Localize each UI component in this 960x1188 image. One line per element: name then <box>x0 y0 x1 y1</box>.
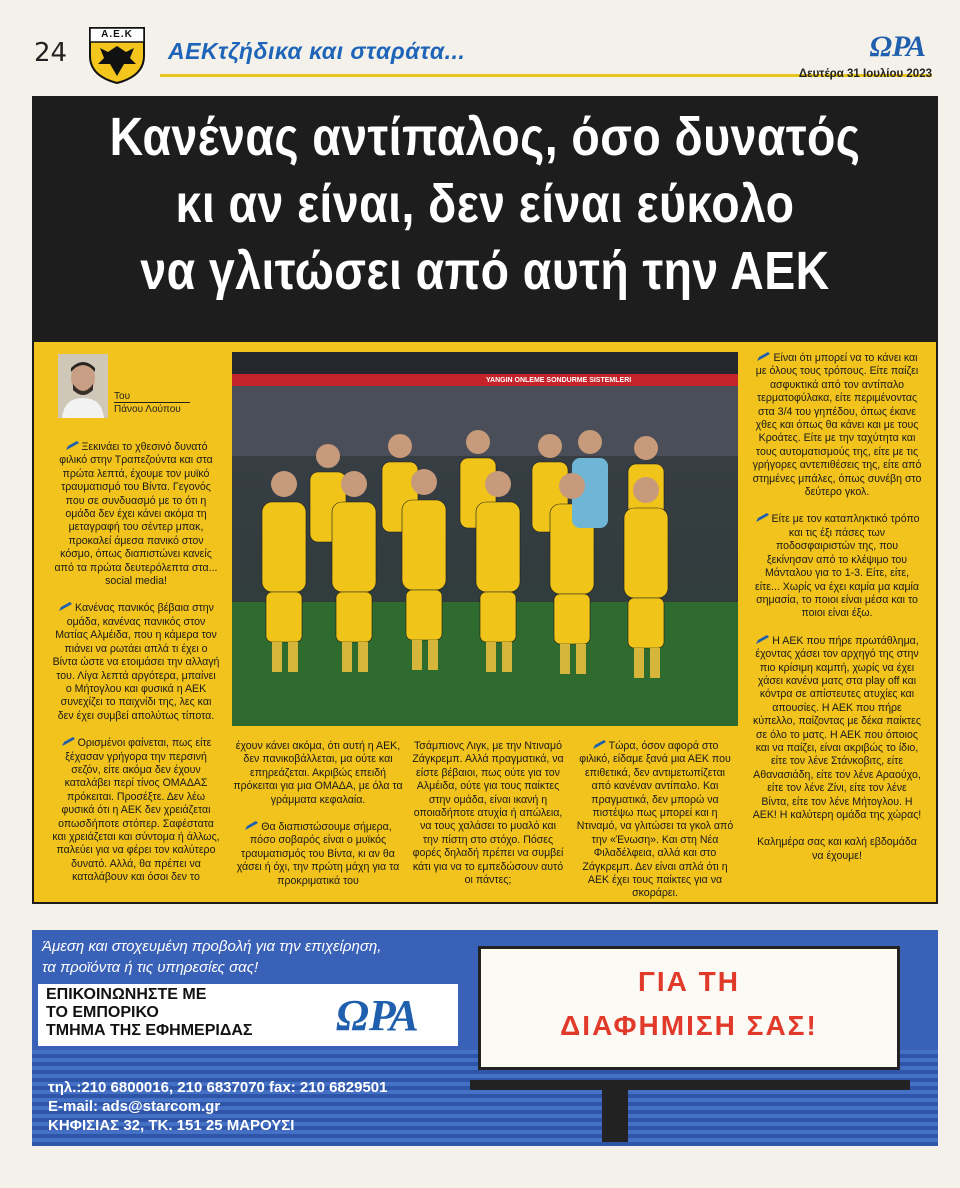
ad-tagline <box>42 936 381 978</box>
ad-tagline-2: τα προϊόντα ή τις υπηρεσίες σας! <box>42 959 259 976</box>
column1-paragraph: Ορισμένοι φαίνεται, πως είτε ξέχασαν γρήγορα την περσινή σεζόν, είτε ακόμα δεν έχουν καταλάβει περί τίνος ΟΜΑΔΑΣ πρόκειται. Προσέξτε. Δεν λέω φυσικά ότι η ΑΕΚ δεν χρειάζεται οπωσδήποτε στόπερ. Σαφέστατα και χρειάζεται και σύντομα ή άλλως, παλεύει για να φέρει τον καλύτερο δυνατό. Αλλά, θα πρέπει να καταλάβουν και όσοι δεν το <box>52 737 220 884</box>
headline-line-2: κι αν είναι, δεν είναι εύκολο <box>175 174 795 234</box>
page-number: 24 <box>34 38 68 68</box>
byline <box>114 391 181 415</box>
ad-address: ΚΗΦΙΣΙΑΣ 32, ΤΚ. 151 25 ΜΑΡΟΥΣΙ <box>48 1117 295 1134</box>
pen-icon <box>592 740 607 750</box>
newspaper-logo: ΩΡΑ <box>869 30 926 63</box>
stadium-banner: YANGIN ÖNLEME SÖNDÜRME SİSTEMLERİ <box>486 377 632 384</box>
ad-email[interactable]: E-mail: ads@starcom.gr <box>48 1098 221 1115</box>
pen-icon <box>755 513 770 523</box>
headline <box>97 104 873 305</box>
pen-icon <box>244 821 259 831</box>
pen-icon <box>61 737 76 747</box>
column1-paragraph: Ξεκινάει το χθεσινό δυνατό φιλικό στην Τραπεζούντα και στα πρώτα λεπτά, έχουμε τον μυϊκό τραυματισμό του Βίντα. Γεγονός που σε συνδυασμό με το ότι η ομάδα δεν έχει κάνει ακόμα τη μεταγραφή του σέντερ μπακ, προκαλεί άμεσα πανικό στον κόσμο, όπως διαπιστώνει κανείς από τα πρώτα δευτερόλεπτα στα... social media! <box>54 441 218 588</box>
billboard-line-2: ΔΙΑΦΗΜΙΣΗ ΣΑΣ! <box>560 1010 818 1041</box>
team-photo <box>232 352 738 726</box>
billboard-text <box>478 960 900 1048</box>
pen-icon <box>756 352 771 362</box>
crest-text: Α.Ε.Κ <box>101 29 133 40</box>
column5-closing: Καλημέρα σας και καλή εβδομάδα να έχουμε! <box>757 836 917 862</box>
ad-newspaper-logo: ΩΡΑ <box>336 991 419 1040</box>
article-column-4 <box>576 740 734 915</box>
section-title: ΑΕΚτζήδικα και σταράτα... <box>168 38 466 64</box>
headline-line-1: Κανένας αντίπαλος, όσο δυνατός <box>109 107 861 167</box>
column2-paragraph: έχουν κάνει ακόμα, ότι αυτή η ΑΕΚ, δεν πανικοβάλλεται, μα ούτε και επηρεάζεται. Ακριβώς επειδή πρόκειται για μια ΟΜΑΔΑ, με όλα τα γράμματα κεφαλαία. <box>233 740 403 806</box>
column5-paragraph: Είναι ότι μπορεί να το κάνει και με όλους τους τρόπους. Είτε παίζει ασφυκτικά από τον αντίπαλο τερματοφύλακα, είτε περιμένοντας στα 3/4 του γηπέδου, όπως έκανε χθες και όπως θα κάνει και με τους Κροάτες. Είτε με την ταχύτητα και τους αυτοματισμούς της, είτε με τις γρήγορες αντεπιθέσεις της, είτε από στημένες μπάλες, όπως συνέβη στο δεύτερο γκολ. <box>752 352 922 499</box>
byline-prefix: Του <box>114 391 131 402</box>
billboard-rail <box>470 1080 910 1090</box>
column5-paragraph: Η ΑΕΚ που πήρε πρωτάθλημα, έχοντας χάσει τον αρχηγό της στην πιο κρίσιμη καμπή, χωρίς να έχει χάσει κανένα ματς στα play off και κόντρα σε απίστευτες ατυχίες και απουσίες. Η ΑΕΚ που πήρε κύπελλο, παίζοντας με δέκα παίκτες σε όλο το ματς. Η ΑΕΚ που όποιος και να παίζει, είναι ακριβώς το ίδιο, είτε τον λένε Στάνκοβιτς, είτε Αθανασιάδη, είτε τον λένε Αραούχο, είτε τον λένε Ζίνι, είτε τον λένε Βίντα, είτε τον λένε Μήτογλου. Η ΑΕΚ! Η καλύτερη ομάδα της χώρας! <box>752 634 922 821</box>
ad-contact-line-1: ΕΠΙΚΟΙΝΩΝΗΣΤΕ ΜΕ <box>46 986 207 1003</box>
column5-paragraph: Είτε με τον καταπληκτικό τρόπο και τις έξι πάσες των ποδοσφαιριστών της, που ξεκίνησαν από το κλέψιμο του Μάνταλου για το 1-3. Είτε, είτε, είτε... Χωρίς να έχει καμία μα καμία σημασία, το ποιοι είναι μέσα και το ποιοι είναι έξω. <box>754 513 920 620</box>
ad-contact-line-2: ΤΟ ΕΜΠΟΡΙΚΟ <box>46 1004 159 1021</box>
ad-contact-details <box>48 1078 387 1135</box>
column1-paragraph: Κανένας πανικός βέβαια στην ομάδα, κανένας πανικός στον Ματίας Αλμέιδα, που η κάμερα τον πιάνει να ρωτάει απλά τι έχει ο Βίντα ώστε να ετοιμάσει την αλλαγή του. Λίγα λεπτά αργότερα, μπαίνει ο Μήτογλου και φυσικά η ΑΕΚ συνεχίζει το παιχνίδι της, λες και δεν έχει συμβεί απολύτως τίποτα. <box>52 602 220 722</box>
byline-divider <box>114 402 190 403</box>
byline-author: Πάνου Λούπου <box>114 404 181 415</box>
column4-paragraph: Τώρα, όσον αφορά στο φιλικό, είδαμε ξανά μια ΑΕΚ που επιθετικά, δεν αντιμετωπίζεται από κανέναν αντίπαλο. Και πραγματικά, δεν μπορώ να πιστέψω πως μπορεί και η Ντιναμό, να γλιτώσει τα γκολ από την «Ένωση». Και στη Νέα Φιλαδέλφεια, αλλά και στο Ζάγκρεμπ. Δεν είναι απλά ότι η ΑΕΚ έχει τους παίκτες για να σκοράρει. <box>576 740 734 900</box>
billboard-line-1: ΓΙΑ ΤΗ <box>638 966 740 997</box>
article-column-5 <box>752 352 922 877</box>
column2-paragraph: Θα διαπιστώσουμε σήμερα, πόσο σοβαρός είναι ο μυϊκός τραυματισμός του Βίντα, κι αν θα χάσει ή όχι, την πρώτη μάχη για τα προκριματικά του <box>236 821 400 887</box>
article-column-3 <box>412 740 564 901</box>
issue-date: Δευτέρα 31 Ιουλίου 2023 <box>798 68 932 80</box>
pen-icon <box>755 635 770 645</box>
ad-tagline-1: Άμεση και στοχευμένη προβολή για την επιχείρηση, <box>42 938 382 955</box>
article-column-1 <box>52 441 220 899</box>
pen-icon <box>65 441 80 451</box>
headline-line-3: να γλιτώσει από αυτή την ΑΕΚ <box>140 241 830 301</box>
ad-contact <box>46 986 253 1040</box>
pen-icon <box>58 602 73 612</box>
column3-paragraph: Τσάμπιονς Λιγκ, με την Ντιναμό Ζάγκρεμπ. Αλλά πραγματικά, να είστε βέβαιοι, πως ούτε για τον Αλμέιδα, ούτε για τους παίκτες στην ομάδα, είναι ικανή η οποιαδήποτε ατυχία ή απώλεια, να τους χαλάσει το μυαλό και την πίστη στο στόχο. Πόσες φορές δηλαδή πρέπει να συμβεί κάτι για να το εμπεδώσουν αυτό οι πάντες; <box>412 740 564 887</box>
billboard-post <box>602 1090 628 1142</box>
ad-contact-line-3: ΤΜΗΜΑ ΤΗΣ ΕΦΗΜΕΡΙΔΑΣ <box>46 1022 253 1039</box>
author-photo <box>58 354 108 418</box>
ad-phone: τηλ.:210 6800016, 210 6837070 fax: 210 6829501 <box>48 1079 388 1096</box>
article-column-2 <box>230 740 406 902</box>
